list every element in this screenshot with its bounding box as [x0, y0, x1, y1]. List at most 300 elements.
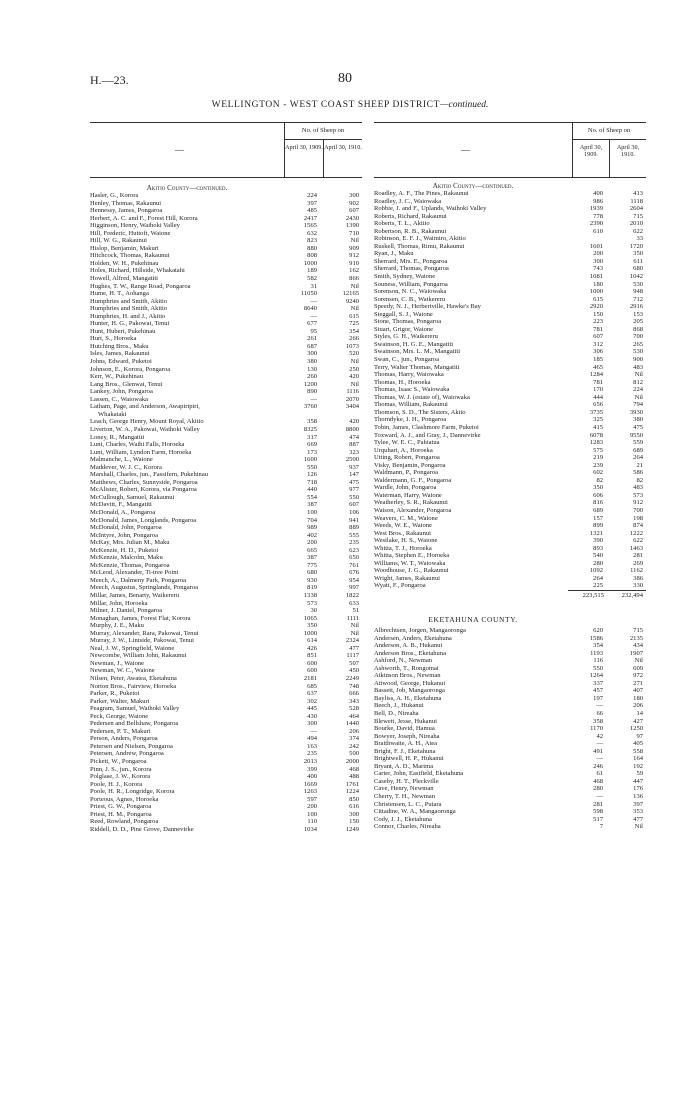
sheep-1910: 941 — [349, 516, 359, 524]
sheep-1910: 550 — [349, 493, 359, 501]
sheep-1910: 977 — [349, 486, 359, 494]
sheep-1909: 677 — [307, 320, 317, 328]
table-row — [90, 584, 362, 592]
table-row — [374, 356, 646, 364]
sheep-1910: 615 — [349, 312, 359, 320]
sheep-1909: 223 — [593, 318, 603, 326]
table-row — [374, 424, 646, 432]
sheep-1909: 687 — [307, 342, 317, 350]
owner-name: Souness, William, Pongaroa — [374, 280, 448, 288]
sheep-1909 — [278, 411, 320, 419]
sheep-1910: 420 — [349, 373, 359, 381]
owner-name: Thorndyke, J. H., Pongaroa — [374, 416, 447, 424]
sheep-1910: 2135 — [629, 634, 643, 642]
table-row — [90, 652, 362, 660]
sheep-1910: 715 — [633, 212, 643, 220]
right-column — [374, 122, 646, 831]
owner-name: Weatherley, S. R., Rakaunui — [374, 499, 448, 507]
table-row — [374, 770, 646, 778]
table-row — [374, 816, 646, 824]
sheep-1909: 880 — [307, 244, 317, 252]
sheep-1910: 434 — [633, 642, 643, 650]
table-row — [374, 657, 646, 665]
sheep-1909: 607 — [593, 333, 603, 341]
table-row — [90, 230, 362, 238]
sheep-1910: 475 — [633, 423, 643, 431]
table-row — [90, 532, 362, 540]
table-row — [90, 743, 362, 751]
table-row — [90, 373, 362, 381]
sheep-1910: 2324 — [345, 637, 359, 645]
sheep-1909: 704 — [307, 516, 317, 524]
sheep-1909: 808 — [307, 252, 317, 260]
owner-name: Henley, Thomas, Rakaunui — [90, 199, 162, 207]
sheep-1909: 606 — [593, 491, 603, 499]
sheep-1910: 555 — [349, 531, 359, 539]
sheep-1909: 219 — [593, 454, 603, 462]
owner-name: McKenzie, H. D., Puketoi — [90, 546, 159, 554]
sheep-1909: — — [310, 297, 317, 305]
owner-name: Poole, H. R., Longridge, Korora — [90, 788, 175, 796]
sheep-1910: 1907 — [629, 649, 643, 657]
owner-name: Humphries and Smith, Akitio — [90, 305, 168, 313]
sheep-1910: 206 — [349, 727, 359, 735]
table-row — [90, 222, 362, 230]
table-row — [90, 796, 362, 804]
table-row — [374, 530, 646, 538]
owner-name: Whitta, T. J., Horoeka — [374, 544, 432, 552]
sheep-1909: 100 — [307, 810, 317, 818]
sheep-1909: 600 — [307, 667, 317, 675]
owner-name: Millar, James, Benarty, Waikereru — [90, 591, 180, 599]
sheep-1910: 106 — [349, 508, 359, 516]
sheep-1909: 899 — [593, 522, 603, 530]
sheep-1910: 500 — [349, 750, 359, 758]
sheep-1910: 712 — [633, 295, 643, 303]
sheep-1910: 3930 — [629, 408, 643, 416]
owner-name: Albrechtsen, Jorgen, Mangaoronga — [374, 626, 466, 634]
owner-name: Terry, Walter Thomas, Mangatiti — [374, 363, 460, 371]
owner-name: McKenzie, Malcolm, Maku — [90, 554, 163, 562]
sheep-1910: 607 — [349, 207, 359, 215]
sheep-1910: 866 — [349, 275, 359, 283]
owner-name: Blewett, Jesse, Hukanui — [374, 717, 437, 725]
sheep-1909: 1000 — [303, 629, 317, 637]
sheep-1909: 550 — [307, 463, 317, 471]
sheep-1910: 147 — [349, 471, 359, 479]
owner-name: Pedersen and Bellshaw, Pongaroa — [90, 720, 179, 728]
sheep-1909: — — [310, 312, 317, 320]
table-row — [374, 567, 646, 575]
sheep-1909: — — [596, 755, 603, 763]
owner-name: Person, Anders, Pongaroa — [90, 735, 158, 743]
owner-name: Tylee, W. E. C., Pahiatua — [374, 439, 440, 447]
sheep-1910: 710 — [349, 229, 359, 237]
sheep-1910: 1440 — [345, 720, 359, 728]
table-row — [374, 364, 646, 372]
sheep-1909: 300 — [307, 720, 317, 728]
owner-name: Pickett, W., Pongaroa — [90, 758, 147, 766]
sheep-1910: 1249 — [345, 825, 359, 833]
sheep-1910: 622 — [633, 537, 643, 545]
owner-name: Cherry, T. H., Newman — [374, 793, 435, 801]
owner-name: Milner, J. Daniel, Pongaroa — [90, 607, 163, 615]
sheep-1909: 1600 — [303, 456, 317, 464]
table-row — [374, 484, 646, 492]
sheep-1909: 66 — [596, 710, 603, 717]
sheep-1909: 387 — [307, 554, 317, 562]
sheep-1910: Nil — [350, 282, 359, 290]
owner-name: Loney, R., Mangatiti — [90, 433, 145, 441]
sheep-1909: 440 — [307, 486, 317, 494]
table-row — [374, 469, 646, 477]
sheep-1910: 2249 — [345, 675, 359, 682]
sheep-1909: 656 — [593, 401, 603, 409]
owner-name: Sherrard, Thomas, Pongaroa — [374, 265, 449, 273]
table-row — [90, 569, 362, 577]
table-row — [374, 341, 646, 349]
table-row — [374, 575, 646, 583]
owner-name: Styles, G. H., Waikereru — [374, 333, 438, 341]
table-row — [90, 735, 362, 743]
owner-name: Tobin, James, Clashmore Farm, Puketoi — [374, 423, 479, 431]
sheep-1910: 164 — [633, 755, 643, 763]
table-row — [90, 418, 362, 426]
right-rows-eketahuna — [374, 627, 646, 831]
owner-name: Swan, C., jun., Pongaroa — [374, 356, 440, 364]
table-row — [90, 200, 362, 208]
sheep-1910: 586 — [633, 469, 643, 477]
sheep-1910: 715 — [633, 626, 643, 634]
owner-name: Bright, F. J., Eketahuna — [374, 747, 436, 755]
sheep-1909: — — [310, 395, 317, 403]
owner-name: Newman, W. C., Waione — [90, 667, 155, 675]
sheep-1910: 948 — [633, 288, 643, 296]
table-row — [90, 690, 362, 698]
owner-name: Roadley, J. C., Waiowaka — [374, 197, 442, 205]
sheep-1909: 224 — [307, 192, 317, 199]
sheep-1910: 700 — [633, 333, 643, 341]
table-row — [90, 396, 362, 404]
table-row — [374, 303, 646, 311]
sheep-1910: 343 — [349, 697, 359, 705]
sheep-1909: 819 — [307, 584, 317, 592]
sheep-1910: 483 — [633, 363, 643, 371]
sheep-1910: 1162 — [630, 567, 643, 575]
sheep-1910: 666 — [349, 690, 359, 698]
table-row — [374, 288, 646, 296]
sheep-1910: 266 — [349, 335, 359, 343]
sheep-1910: 794 — [633, 401, 643, 409]
sheep-1910: 150 — [349, 818, 359, 826]
table-row — [90, 305, 362, 313]
table-row — [374, 515, 646, 523]
sheep-1909: 665 — [307, 546, 317, 554]
sheep-1910: 269 — [633, 559, 643, 567]
owner-name: Herbert, A. C. and F., Forest Hill, Korora — [90, 214, 198, 222]
table-row — [90, 267, 362, 275]
sheep-1910: 812 — [633, 378, 643, 386]
owner-name: Steggall, S. J., Waione — [374, 310, 433, 318]
table-row — [90, 766, 362, 774]
owner-name: Lassen, C., Waiowaka — [90, 395, 149, 403]
sheep-1909: 620 — [593, 626, 603, 634]
sheep-1909: 600 — [307, 659, 317, 667]
sheep-1910: 136 — [633, 793, 643, 801]
table-row — [374, 522, 646, 530]
sheep-1910: 874 — [633, 522, 643, 530]
owner-name: Neal, J. W., Springfield, Waione — [90, 644, 175, 652]
table-row — [374, 386, 646, 394]
sheep-1910: 354 — [349, 327, 359, 335]
sheep-1910: Nil — [634, 657, 643, 665]
table-row — [90, 283, 362, 291]
sheep-1909: 95 — [310, 327, 317, 335]
sheep-1909: 235 — [307, 750, 317, 758]
sheep-1909: 573 — [307, 599, 317, 607]
table-row — [90, 260, 362, 268]
owner-name: Atkinson Bros., Newman — [374, 672, 441, 680]
left-column — [90, 122, 362, 833]
owner-name: Monaghan, James, Forest Flat, Korora — [90, 614, 191, 622]
sheep-1910: 474 — [349, 433, 359, 441]
table-row — [90, 388, 362, 396]
sheep-1909: 468 — [593, 777, 603, 785]
owner-name: Hasler, G., Korora — [90, 192, 139, 199]
table-row — [374, 394, 646, 402]
table-row — [90, 622, 362, 630]
table-row — [374, 710, 646, 718]
table-row — [374, 432, 646, 440]
table-row — [90, 683, 362, 691]
owner-name: Swainson, Mrs. L. M., Mangatiti — [374, 348, 461, 356]
table-row — [374, 243, 646, 251]
owner-name: Sherrard, Mrs. E., Pongaroa — [374, 257, 448, 265]
sheep-1909: 485 — [307, 207, 317, 215]
table-row — [90, 290, 362, 298]
owner-name: McCullough, Samuel, Rakaunui — [90, 493, 175, 501]
sheep-1910: 530 — [633, 348, 643, 356]
sheep-1909: 350 — [593, 484, 603, 492]
sheep-1909: 1565 — [303, 222, 317, 230]
owner-name: Utting, Robert, Pongaroa — [374, 454, 440, 462]
sheep-1910: 407 — [633, 687, 643, 695]
no-of-sheep-label: No. of Sheep on — [301, 127, 345, 134]
sheep-1910: 192 — [633, 762, 643, 770]
sheep-1909: 358 — [307, 418, 317, 426]
sheep-1910: 9550 — [629, 431, 643, 439]
sheep-1909: 150 — [593, 310, 603, 318]
sheep-1910: 475 — [349, 478, 359, 486]
sheep-1910: 250 — [349, 365, 359, 373]
sheep-1909: 1669 — [303, 780, 317, 788]
sheep-1909: 823 — [307, 237, 317, 245]
sheep-1909: 1284 — [589, 371, 603, 379]
owner-name: Isles, James, Rakaunui — [90, 350, 150, 358]
sheep-1910: 2500 — [345, 456, 359, 464]
left-table-header — [90, 122, 362, 178]
sheep-1909: 1092 — [589, 567, 603, 575]
sheep-1910: 623 — [349, 546, 359, 554]
sheep-1909: 689 — [593, 506, 603, 514]
table-row — [374, 416, 646, 424]
sheep-1910: 1761 — [345, 780, 359, 788]
sheep-1910: Nil — [350, 358, 359, 366]
owner-name: Thomas, H., Horoeka — [374, 378, 431, 386]
sheep-1910: 997 — [349, 584, 359, 592]
owner-name: Hislop, Benjamin, Makuri — [90, 244, 159, 252]
sheep-1909: 200 — [307, 803, 317, 811]
owner-name: Watson, Alexander, Pongaroa — [374, 506, 452, 514]
owner-name: McDonald, A., Pongaroa — [90, 508, 156, 516]
sheep-1909: 400 — [593, 190, 603, 197]
table-row — [90, 464, 362, 472]
sheep-1910: 2916 — [629, 303, 643, 311]
sheep-1909: 42 — [596, 732, 603, 740]
sheep-1910: 1224 — [345, 788, 359, 796]
sheep-1909: 30 — [310, 607, 317, 615]
sheep-1909: 8640 — [303, 305, 317, 313]
owner-name: Bowyer, Joseph, Nireaha — [374, 732, 440, 740]
owner-name: McIntyre, John, Pongaroa — [90, 531, 159, 539]
sheep-1910: 300 — [349, 192, 359, 199]
sheep-1909: 300 — [307, 350, 317, 358]
owner-name: Robertson, R. B., Rakaunui — [374, 227, 447, 235]
owner-name: Liverton, W. A., Pakowai, Waihoki Valley — [90, 425, 200, 433]
table-row — [90, 252, 362, 260]
sheep-1910: 224 — [633, 386, 643, 394]
table-row — [374, 250, 646, 258]
owner-name: Lunt, Charles, Waihi Falls, Horoeka — [90, 441, 185, 449]
table-row — [90, 434, 362, 442]
owner-name: Thomson, S. D., The Sisters, Akito — [374, 408, 466, 416]
page-title — [0, 100, 700, 110]
table-row — [90, 350, 362, 358]
table-row — [90, 411, 362, 419]
sheep-1910: 558 — [633, 747, 643, 755]
sheep-1910: 2430 — [345, 214, 359, 222]
sheep-1910: 9240 — [345, 297, 359, 305]
table-row — [90, 509, 362, 517]
table-row — [374, 672, 646, 680]
sheep-1909 — [566, 235, 606, 243]
sheep-1909: 31 — [310, 282, 317, 290]
table-row — [90, 675, 362, 683]
table-row — [90, 479, 362, 487]
sheep-1910: 427 — [633, 717, 643, 725]
sheep-1909: 350 — [307, 622, 317, 630]
sheep-1909: 110 — [307, 818, 317, 826]
sheep-1909: 246 — [593, 762, 603, 770]
year-1910-label: April 30, 1910. — [616, 144, 640, 158]
sheep-1909: 1283 — [589, 439, 603, 447]
sheep-1910: Nil — [350, 380, 359, 388]
table-row — [374, 318, 646, 326]
table-row — [374, 778, 646, 786]
sheep-1909: 260 — [307, 373, 317, 381]
sheep-1909: 197 — [593, 694, 603, 702]
total-1909: 223,515 — [568, 590, 607, 599]
sheep-1909: — — [596, 793, 603, 801]
sheep-1910: 530 — [633, 280, 643, 288]
sheep-1910: 611 — [633, 257, 643, 265]
table-row — [90, 471, 362, 479]
section-heading: Akitio County—continued. — [146, 184, 228, 192]
sheep-1910: 198 — [633, 514, 643, 522]
owner-name: Humphries and Smith, Akitio — [90, 297, 168, 305]
sheep-1909: 400 — [307, 773, 317, 781]
sheep-1909: 280 — [593, 785, 603, 793]
sheep-1909: 781 — [593, 325, 603, 333]
sheep-1910: 477 — [349, 644, 359, 652]
sheep-1910: 271 — [633, 679, 643, 687]
table-row — [90, 645, 362, 653]
table-row — [90, 577, 362, 585]
owner-name: Toxward, A. J., and Gray, J., Dannevirke — [374, 431, 481, 439]
sheep-1909: 890 — [307, 388, 317, 396]
table-row — [90, 207, 362, 215]
table-row — [90, 486, 362, 494]
owner-name: Visky, Benjamin, Pongaroa — [374, 461, 446, 469]
sheep-1910: 8800 — [345, 425, 359, 433]
owner-name: Pedersen, P. T., Makuri — [90, 727, 151, 735]
owner-name: Cody, J. J., Eketahuna — [374, 815, 432, 823]
sheep-1909: 444 — [593, 393, 603, 401]
sheep-1910: 350 — [633, 250, 643, 258]
table-row — [374, 462, 646, 470]
sheep-1909: 61 — [596, 770, 603, 778]
header-dash: — — [461, 145, 470, 155]
sheep-1910: 450 — [349, 667, 359, 675]
table-row — [374, 801, 646, 809]
sheep-1910: 954 — [349, 576, 359, 584]
owner-name: Roadley, A. F., The Pines, Rakaunui — [374, 190, 469, 197]
owner-name: Hutching Bros., Maku — [90, 342, 149, 350]
sheep-1909: 582 — [307, 275, 317, 283]
owner-name: Beech, J., Hukanui — [374, 702, 424, 710]
sheep-1910: 2070 — [345, 395, 359, 403]
sheep-1909: 930 — [307, 576, 317, 584]
owner-name: Robinson, E. F. J., Waimiro, Akitio — [374, 235, 466, 243]
sheep-1910: 242 — [349, 742, 359, 750]
table-row — [90, 192, 362, 200]
table-row — [90, 592, 362, 600]
sheep-1909: 317 — [307, 433, 317, 441]
sheep-1909: 170 — [593, 386, 603, 394]
sheep-1910: Nil — [634, 823, 643, 831]
sheep-1910: 912 — [633, 499, 643, 507]
table-row — [90, 713, 362, 721]
sheep-1909: 2013 — [303, 758, 317, 766]
sheep-1910: 447 — [633, 777, 643, 785]
sheep-1910: 3404 — [345, 403, 359, 411]
sheep-1909: 312 — [593, 340, 603, 348]
sheep-1910: 33 — [636, 235, 643, 243]
table-row — [90, 328, 362, 336]
owner-name: Hitchcock, Thomas, Rakaunui — [90, 252, 170, 260]
owner-name: Pinn, J. S., jun., Korora — [90, 765, 152, 773]
owner-name: West Bros., Rakaunui — [374, 529, 431, 537]
sheep-1910: 413 — [633, 190, 643, 197]
sheep-1910: 176 — [633, 785, 643, 793]
owner-name: Hume, H. T., Aohanga — [90, 290, 149, 298]
owner-name: Meech, A., Dalmeny Park, Pongaroa — [90, 576, 186, 584]
sheep-1909: 300 — [593, 257, 603, 265]
sheep-1909: 380 — [307, 358, 317, 366]
sheep-1910: 748 — [349, 682, 359, 690]
sheep-1909: 415 — [593, 423, 603, 431]
sheep-1910: 2000 — [345, 758, 359, 766]
